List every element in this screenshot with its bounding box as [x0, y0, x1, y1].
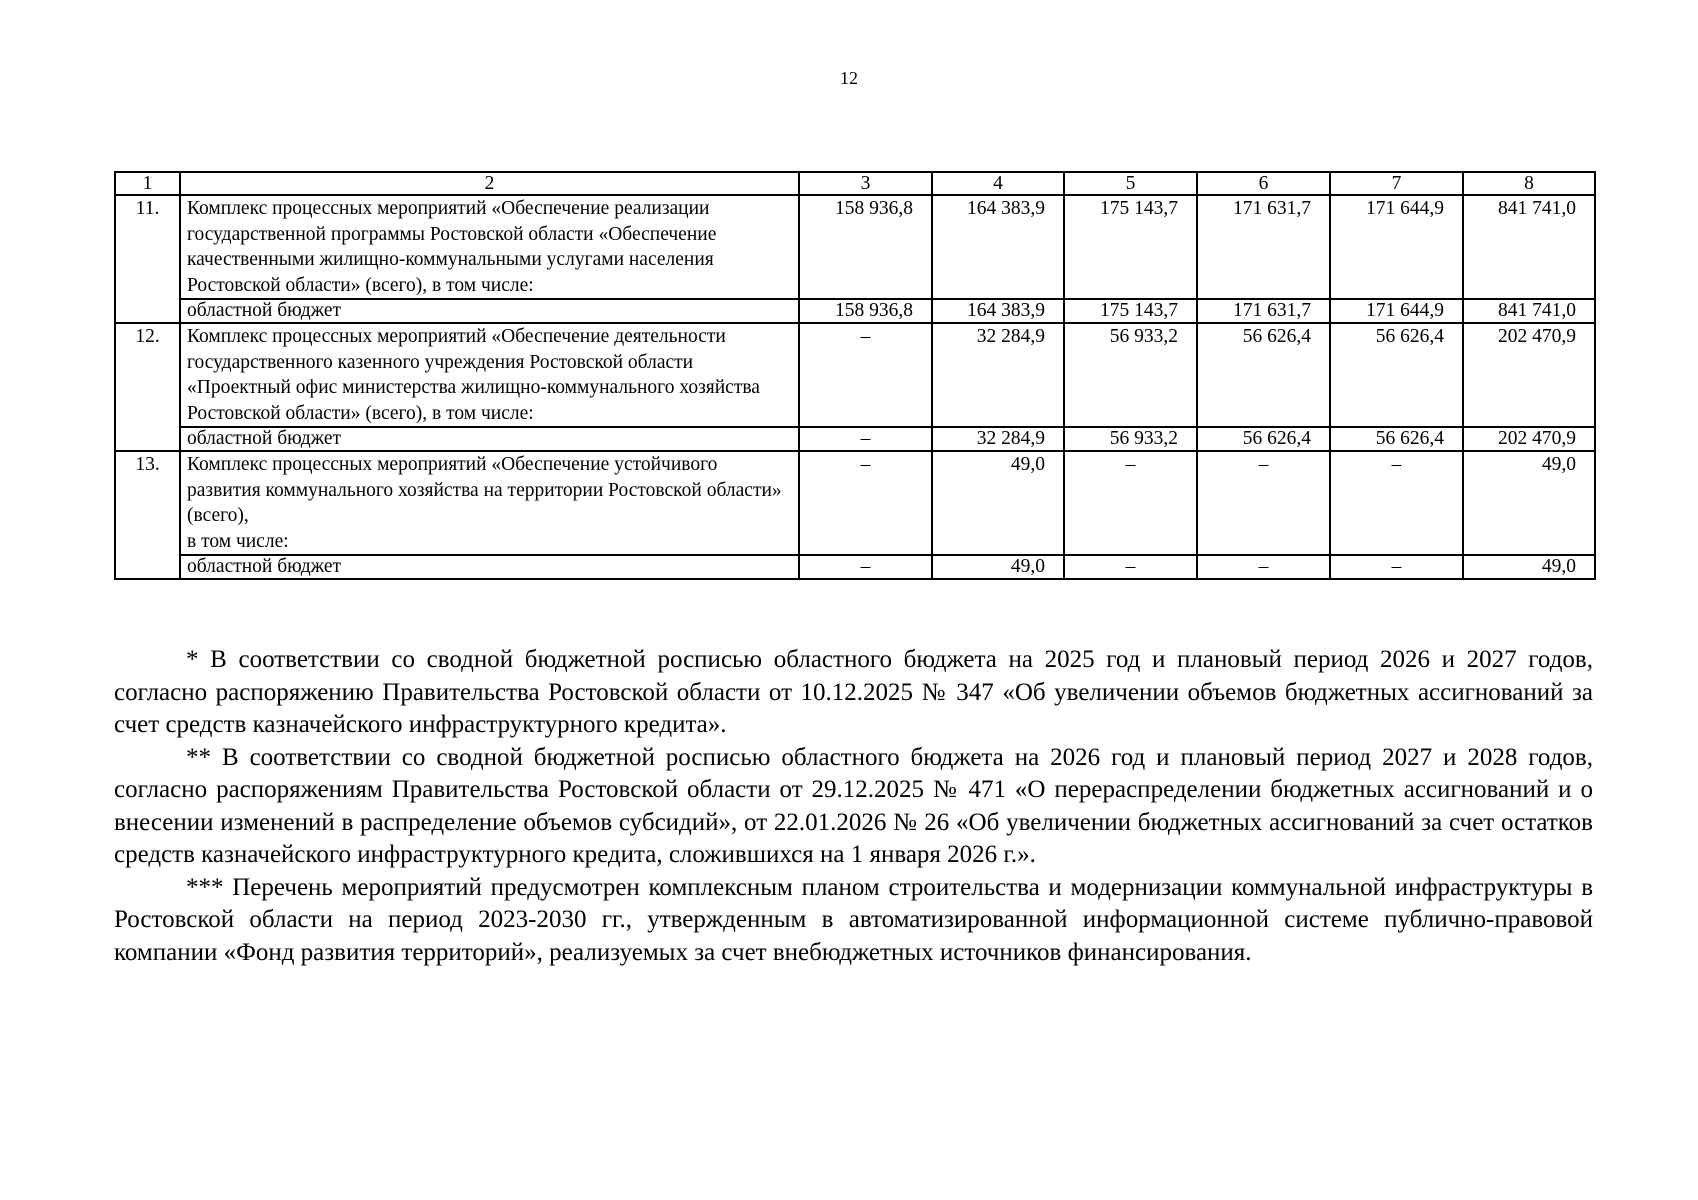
header-cell: 4 [932, 172, 1064, 195]
value-cell: 32 284,9 [932, 323, 1064, 427]
value-cell: – [1064, 555, 1197, 579]
table-row [115, 323, 1595, 427]
value-cell: 56 626,4 [1330, 427, 1463, 451]
value-cell: 49,0 [1463, 451, 1595, 555]
value-cell: 56 933,2 [1064, 427, 1197, 451]
value-cell: 164 383,9 [932, 195, 1064, 299]
footnote: *** Перечень мероприятий предусмотрен комплексным планом строительства и модернизации коммунальной инфраструктуры в Ростовской области на период 2023-2030 гг., утвержденным в автоматизированной информационной системе публично-правовой компании «Фонд развития территорий», реализуемых за счет внебюджетных источников финансирования. [114, 873, 1593, 966]
row-description [180, 451, 799, 555]
value-cell: – [1197, 451, 1330, 555]
value-cell: 49,0 [932, 451, 1064, 555]
value-cell: – [799, 451, 932, 555]
header-cell: 1 [115, 172, 180, 195]
footnote: ** В соответствии со сводной бюджетной росписью областного бюджета на 2026 год и плановый период 2027 и 2028 годов, согласно распоряжениям Правительства Ростовской области от 29.12.2025 № 471 «О перераспределении бюджетных ассигнований и о внесении изменений в распределение объемов субсидий», от 22.01.2026 № 26 «Об увеличении бюджетных ассигнований за счет остатков средств казначейского инфраструктурного кредита, сложившихся на 1 января 2026 г.». [114, 743, 1593, 868]
table-subrow [115, 555, 1595, 579]
value-cell: 164 383,9 [932, 299, 1064, 323]
value-cell: 202 470,9 [1463, 427, 1595, 451]
header-cell: 2 [180, 172, 799, 195]
value-cell: – [1064, 451, 1197, 555]
row-number: 12. [115, 323, 180, 451]
row-description-text: в том числе: [187, 530, 289, 552]
subrow-label: областной бюджет [180, 555, 799, 579]
row-number: 13. [115, 451, 180, 579]
header-cell: 8 [1463, 172, 1595, 195]
value-cell: 841 741,0 [1463, 195, 1595, 299]
value-cell: 171 631,7 [1197, 195, 1330, 299]
footnote: * В соответствии со сводной бюджетной росписью областного бюджета на 2025 год и плановый период 2026 и 2027 годов, согласно распоряжению Правительства Ростовской области от 10.12.2025 № 347 «Об увеличении объемов бюджетных ассигнований за счет средств казначейского инфраструктурного кредита». [114, 646, 1593, 738]
value-cell: – [799, 323, 932, 427]
value-cell: – [1197, 555, 1330, 579]
header-cell: 6 [1197, 172, 1330, 195]
row-description-text: Комплекс процессных мероприятий «Обеспечение устойчивого развития коммунального хозяйства на территории Ростовской области» (всего), [187, 454, 782, 526]
header-cell: 5 [1064, 172, 1197, 195]
subrow-label: областной бюджет [180, 427, 799, 451]
header-cell: 3 [799, 172, 932, 195]
value-cell: 171 644,9 [1330, 299, 1463, 323]
table-row [115, 195, 1595, 299]
row-description: Комплекс процессных мероприятий «Обеспечение деятельности государственного казенного учреждения Ростовской области «Проектный офис министерства жилищно-коммунального хозяйства Ростовской области» (всего), в том числе: [180, 323, 799, 427]
value-cell: 56 626,4 [1197, 323, 1330, 427]
value-cell: – [1330, 555, 1463, 579]
header-cell: 7 [1330, 172, 1463, 195]
table-row [115, 451, 1595, 555]
table-header-row [115, 172, 1595, 195]
value-cell: 175 143,7 [1064, 195, 1197, 299]
value-cell: 175 143,7 [1064, 299, 1197, 323]
row-number: 11. [115, 195, 180, 323]
value-cell: – [799, 555, 932, 579]
value-cell: 158 936,8 [799, 195, 932, 299]
footnotes [114, 644, 1593, 969]
value-cell: 49,0 [1463, 555, 1595, 579]
value-cell: 56 933,2 [1064, 323, 1197, 427]
value-cell: 49,0 [932, 555, 1064, 579]
table-subrow [115, 427, 1595, 451]
subrow-label: областной бюджет [180, 299, 799, 323]
value-cell: 56 626,4 [1197, 427, 1330, 451]
value-cell: – [799, 427, 932, 451]
value-cell: 841 741,0 [1463, 299, 1595, 323]
value-cell: 171 631,7 [1197, 299, 1330, 323]
budget-table [114, 171, 1596, 580]
row-description: Комплекс процессных мероприятий «Обеспечение реализации государственной программы Ростовской области «Обеспечение качественными жилищно-коммунальными услугами населения Ростовской области» (всего), в том числе: [180, 195, 799, 299]
page-number: 12 [840, 68, 858, 88]
value-cell: 202 470,9 [1463, 323, 1595, 427]
table-subrow [115, 299, 1595, 323]
value-cell: 56 626,4 [1330, 323, 1463, 427]
value-cell: 171 644,9 [1330, 195, 1463, 299]
value-cell: 158 936,8 [799, 299, 932, 323]
value-cell: – [1330, 451, 1463, 555]
value-cell: 32 284,9 [932, 427, 1064, 451]
